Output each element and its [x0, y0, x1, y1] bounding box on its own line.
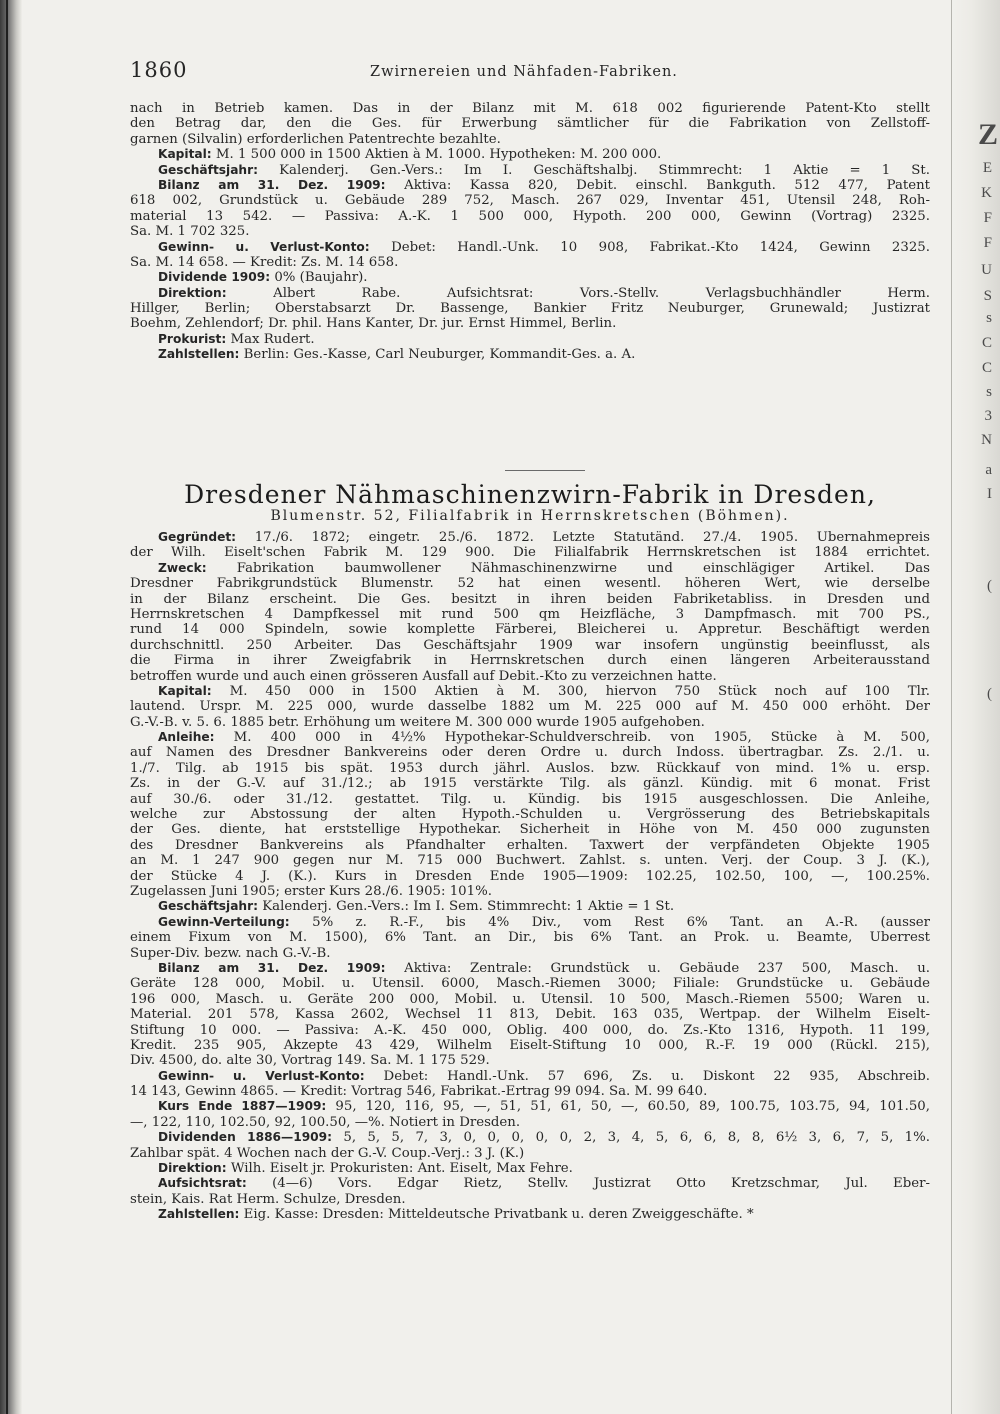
text-line — [130, 730, 930, 745]
running-title: Zwirnereien und Nähfaden-Fabriken. — [370, 64, 678, 80]
section-label: Dividende 1909: — [158, 270, 271, 285]
line-text: 17./6. 1872; eingetr. 25./6. 1872. Letzte Statutänd. 27./4. 1905. Übernahmepreis — [236, 530, 930, 545]
text-line — [130, 316, 930, 331]
line-text: Stiftung 10 000. — Passiva: A.-K. 450 000, Oblig. 400 000, do. Zs.-Kto 1316, Hypoth. 11 199, — [130, 1022, 930, 1038]
line-text: betroffen wurde und auch einen grösseren Ausfall auf Debit.-Kto zu verzeichnen hatte. — [130, 668, 717, 684]
line-text: Aktiva: Kassa 820, Debit. einschl. Bankguth. 512 477, Patent — [385, 177, 930, 193]
line-text: der Ges. diente, hat erststellige Hypothekar. Sicherheit in Höhe von M. 450 000 zugunsten — [130, 822, 930, 838]
text-line — [130, 930, 930, 945]
line-text: Dresdner Fabrikgrundstück Blumenstr. 52 hat einen wesentl. höheren Wert, wie derselbe — [130, 576, 930, 592]
line-text: M. 1 500 000 in 1500 Aktien à M. 1000. Hypotheken: M. 200 000. — [211, 147, 662, 163]
section-label: Gewinn-Verteilung: — [158, 914, 290, 929]
text-line — [130, 530, 930, 545]
line-text: Aktiva: Zentrale: Grundstück u. Gebäude 237 500, Masch. u. — [385, 960, 930, 976]
section-label: Dividenden 1886—1909: — [158, 1130, 333, 1145]
text-line — [130, 699, 930, 714]
line-text: Zahlbar spät. 4 Wochen nach der G.-V. Coup.-Verj.: 3 J. (K.) — [130, 1145, 525, 1161]
line-text: Div. 4500, do. alte 30, Vortrag 149. Sa. M. 1 175 529. — [130, 1053, 490, 1069]
line-text: Zugelassen Juni 1905; erster Kurs 28./6. 1905: 101%. — [130, 883, 492, 899]
text-line — [130, 209, 930, 224]
section-label: Kurs Ende 1887—1909: — [158, 1099, 327, 1114]
line-text: Material. 201 578, Kassa 2602, Wechsel 11 813, Debit. 163 035, Wertpap. der Wilhelm Eiselt- — [130, 1007, 930, 1023]
text-line — [130, 178, 930, 193]
page-number: 1860 — [130, 58, 188, 82]
text-line — [130, 976, 930, 991]
line-text: Kalenderj. Gen.-Vers.: Im I. Geschäftshalbj. Stimmrecht: 1 Aktie = 1 St. — [258, 162, 930, 178]
text-line — [130, 622, 930, 637]
line-text: Debet: Handl.-Unk. 10 908, Fabrikat.-Kto 1424, Gewinn 2325. — [369, 239, 930, 255]
line-text: G.-V.-B. v. 5. 6. 1885 betr. Erhöhung um weitere M. 300 000 wurde 1905 aufgehoben. — [130, 714, 705, 730]
text-line — [130, 1176, 930, 1191]
text-line — [130, 669, 930, 684]
text-line — [130, 224, 930, 239]
margin-letter: S — [983, 288, 992, 304]
text-line — [130, 807, 930, 822]
margin-letter: s — [986, 384, 992, 400]
section-label: Direktion: — [158, 1161, 227, 1176]
line-text: garnen (Silvalin) erforderlichen Patentrechte bezahlte. — [130, 131, 501, 147]
line-text: 1./7. Tilg. ab 1915 bis spät. 1953 durch jährl. Auslos. bzw. Rückkauf von mind. 1% u. ersp. — [130, 760, 930, 776]
line-text: Boehm, Zehlendorf; Dr. phil. Hans Kanter, Dr. jur. Ernst Himmel, Berlin. — [130, 316, 617, 332]
previous-company-entry — [130, 101, 930, 363]
text-line — [130, 869, 930, 884]
line-text: Wilh. Eiselt jr. Prokuristen: Ant. Eiselt, Max Fehre. — [226, 1161, 573, 1177]
text-line — [130, 1115, 930, 1130]
line-text: Fabrikation baumwollener Nähmaschinenzwirne und einschlägiger Artikel. Das — [206, 560, 930, 576]
text-line — [130, 961, 930, 976]
line-text: 5, 5, 5, 7, 3, 0, 0, 0, 0, 0, 2, 3, 4, 5, 6, 6, 8, 8, 6½ 3, 6, 7, 5, 1%. — [332, 1130, 930, 1146]
text-line — [130, 147, 930, 162]
margin-letter: s — [986, 310, 992, 326]
line-text: an M. 1 247 900 gegen nur M. 715 000 Buchwert. Zahlst. s. unten. Verj. der Coup. 3 J. (K.), — [130, 853, 930, 869]
line-text: stein, Kais. Rat Herm. Schulze, Dresden. — [130, 1191, 406, 1207]
text-line — [130, 992, 930, 1007]
line-text: den Betrag dar, den die Ges. für Erwerbung sämtlicher für die Fabrikation von Zellstoff- — [130, 116, 930, 132]
text-line — [130, 1161, 930, 1176]
company-title: Dresdener Nähmaschinenzwirn-Fabrik in Dresden, — [184, 480, 876, 509]
text-line — [130, 240, 930, 255]
book-binding-edge — [0, 0, 22, 1414]
line-text: auf Namen des Dresdner Bankvereins oder deren Ordre u. durch Indoss. übertragbar. Zs. 2./1. u. — [130, 745, 930, 761]
section-label: Gewinn- u. Verlust-Konto: — [158, 239, 370, 254]
line-text: lautend. Urspr. M. 225 000, wurde dasselbe 1882 um M. 225 000 auf M. 450 000 erhöht. Der — [130, 699, 930, 715]
line-text: material 13 542. — Passiva: A.-K. 1 500 000, Hypoth. 200 000, Gewinn (Vortrag) 2325. — [130, 208, 930, 224]
line-text: Herrnskretschen 4 Dampfkessel mit rund 500 qm Heizfläche, 3 Dampfmasch. mit 700 PS., — [130, 606, 930, 622]
line-text: M. 400 000 in 4½% Hypothekar-Schuldverschreib. von 1905, Stücke à M. 500, — [214, 730, 930, 746]
section-label: Anleihe: — [158, 730, 215, 745]
section-label: Zahlstellen: — [158, 1207, 240, 1222]
text-line — [130, 1053, 930, 1068]
next-page-edge — [951, 0, 1000, 1414]
line-text: Kalenderj. Gen.-Vers.: Im I. Sem. Stimmrecht: 1 Aktie = 1 St. — [258, 899, 675, 915]
company-address: Blumenstr. 52, Filialfabrik in Herrnskretschen (Böhmen). — [270, 508, 790, 524]
line-text: Berlin: Ges.-Kasse, Carl Neuburger, Kommandit-Ges. a. A. — [239, 347, 636, 363]
line-text: Sa. M. 14 658. — Kredit: Zs. M. 14 658. — [130, 254, 399, 270]
section-label: Direktion: — [158, 285, 227, 300]
text-line — [130, 132, 930, 147]
text-line — [130, 286, 930, 301]
line-text: 618 002, Grundstück u. Gebäude 289 752, Masch. 267 029, Inventar 451, Utensil 248, Roh- — [130, 193, 930, 209]
line-text: rund 14 000 Spindeln, sowie komplette Färberei, Bleicherei u. Appretur. Beschäftigt werden — [130, 622, 930, 638]
line-text: die Firma in ihrer Zweigfabrik in Herrnskretschen durch einen längeren Arbeiterausstand — [130, 653, 930, 669]
section-label: Zweck: — [158, 560, 207, 575]
line-text: Hillger, Berlin; Oberstabsarzt Dr. Bassenge, Bankier Fritz Neuburger, Grunewald; Justizrat — [130, 301, 930, 317]
section-divider — [505, 470, 585, 471]
section-label: Bilanz am 31. Dez. 1909: — [158, 960, 386, 975]
text-line — [130, 116, 930, 131]
text-line — [130, 884, 930, 899]
line-text: der Stücke 4 J. (K.). Kurs in Dresden Ende 1905—1909: 102.25, 102.50, 100, —, 100.25%. — [130, 868, 930, 884]
line-text: Albert Rabe. Aufsichtsrat: Vors.-Stellv. Verlagsbuchhändler Herm. — [226, 285, 930, 301]
section-label: Zahlstellen: — [158, 347, 240, 362]
section-label: Aufsichtsrat: — [158, 1176, 247, 1191]
binding-shadow-line — [6, 0, 8, 1414]
line-text: Super-Div. bezw. nach G.-V.-B. — [130, 945, 331, 961]
text-line — [130, 653, 930, 668]
margin-letter: F — [983, 210, 992, 226]
margin-letter: N — [981, 432, 992, 448]
line-text: Eig. Kasse: Dresden: Mitteldeutsche Privatbank u. deren Zweiggeschäfte. * — [239, 1207, 754, 1223]
text-line — [130, 255, 930, 270]
page-header — [130, 58, 930, 88]
line-text: 5% z. R.-F., bis 4% Div., vom Rest 6% Tant. an A.-R. (ausser — [289, 914, 930, 930]
line-text: 196 000, Masch. u. Geräte 200 000, Mobil. u. Utensil. 10 500, Masch.-Riemen 5500; Waren u. — [130, 991, 930, 1007]
text-line — [130, 1007, 930, 1022]
line-text: Geräte 128 000, Mobil. u. Utensil. 6000, Masch.-Riemen 3000; Filiale: Grundstücke u. Gebäude — [130, 976, 930, 992]
text-line — [130, 792, 930, 807]
text-line — [130, 1023, 930, 1038]
text-line — [130, 592, 930, 607]
text-line — [130, 301, 930, 316]
text-line — [130, 745, 930, 760]
text-line — [130, 163, 930, 178]
text-line — [130, 347, 930, 362]
text-line — [130, 946, 930, 961]
margin-letter: ( — [987, 578, 992, 594]
margin-letter: F — [983, 235, 992, 251]
line-text: —, 122, 110, 102.50, 92, 100.50, —%. Notiert in Dresden. — [130, 1114, 521, 1130]
text-line — [130, 1207, 930, 1222]
section-label: Bilanz am 31. Dez. 1909: — [158, 177, 386, 192]
line-text: durchschnittl. 250 Arbeiter. Das Geschäftsjahr 1909 war insofern ungünstig beeinflusst, als — [130, 637, 930, 653]
text-line — [130, 101, 930, 116]
line-text: des Dresdner Bankvereins als Pfandhalter erhalten. Taxwert der verpfändeten Objekte 1905 — [130, 837, 930, 853]
margin-letter: K — [981, 185, 992, 201]
margin-letter: C — [981, 335, 992, 351]
margin-letter: 3 — [984, 408, 992, 424]
text-line — [130, 1192, 930, 1207]
text-line — [130, 1146, 930, 1161]
text-line — [130, 607, 930, 622]
text-line — [130, 822, 930, 837]
line-text: auf 30./6. oder 31./12. gestattet. Tilg. u. Kündig. bis 1915 ausgeschlossen. Die Anleihe, — [130, 791, 930, 807]
line-text: nach in Betrieb kamen. Das in der Bilanz mit M. 618 002 figurierende Patent-Kto stellt — [130, 101, 930, 116]
text-line — [130, 576, 930, 591]
section-label: Geschäftsjahr: — [158, 899, 258, 914]
margin-letter: E — [982, 160, 992, 176]
line-text: 14 143, Gewinn 4865. — Kredit: Vortrag 546, Fabrikat.-Ertrag 99 094. Sa. M. 99 640. — [130, 1084, 708, 1100]
section-label: Kapital: — [158, 683, 212, 698]
text-line — [130, 838, 930, 853]
text-line — [130, 332, 930, 347]
margin-letter: C — [981, 360, 992, 376]
text-line — [130, 853, 930, 868]
section-label: Gegründet: — [158, 530, 237, 544]
text-line — [130, 715, 930, 730]
line-text: Max Rudert. — [226, 331, 315, 347]
line-text: welche zur Abstossung der alten Hypoth.-Schulden u. Vergrösserung des Betriebskapitals — [130, 807, 930, 823]
text-line — [130, 1084, 930, 1099]
margin-letter: Z — [977, 118, 998, 151]
line-text: 95, 120, 116, 95, —, 51, 51, 61, 50, —, 60.50, 89, 100.75, 103.75, 94, 101.50, — [326, 1099, 930, 1115]
line-text: der Wilh. Eiselt'schen Fabrik M. 129 900. Die Filialfabrik Herrnskretschen ist 1884 errichtet. — [130, 545, 930, 561]
line-text: Debet: Handl.-Unk. 57 696, Zs. u. Diskont 22 935, Abschreib. — [364, 1068, 930, 1084]
text-line — [130, 1038, 930, 1053]
margin-letter: U — [981, 262, 992, 278]
text-line — [130, 684, 930, 699]
section-label: Geschäftsjahr: — [158, 162, 258, 177]
margin-letter: I — [987, 486, 992, 502]
line-text: (4—6) Vors. Edgar Rietz, Stellv. Justizrat Otto Kretzschmar, Jul. Eber- — [246, 1176, 930, 1192]
line-text: in der Bilanz erscheint. Die Ges. besitzt in ihren beiden Fabriketabliss. in Dresden und — [130, 591, 930, 607]
line-text: einem Fixum von M. 1500), 6% Tant. an Dir., bis 6% Tant. an Prok. u. Beamte, Überrest — [130, 930, 930, 946]
line-text: 0% (Baujahr). — [270, 270, 368, 286]
text-line — [130, 1130, 930, 1145]
text-line — [130, 1069, 930, 1084]
text-line — [130, 915, 930, 930]
text-line — [130, 638, 930, 653]
line-text: M. 450 000 in 1500 Aktien à M. 300, hiervon 750 Stück noch auf 100 Tlr. — [211, 683, 930, 699]
line-text: Kredit. 235 905, Akzepte 43 429, Wilhelm Eiselt-Stiftung 10 000, R.-F. 19 000 (Rückl. 215), — [130, 1037, 930, 1053]
text-line — [130, 270, 930, 285]
line-text: Zs. in der G.-V. auf 31./12.; ab 1915 verstärkte Tilg. als gänzl. Kündig. mit 6 monat. Frist — [130, 776, 930, 792]
text-line — [130, 776, 930, 791]
text-line — [130, 545, 930, 560]
section-label: Gewinn- u. Verlust-Konto: — [158, 1068, 365, 1083]
text-line — [130, 561, 930, 576]
company-entry-body — [130, 530, 930, 1223]
section-label: Prokurist: — [158, 331, 227, 346]
text-line — [130, 899, 930, 914]
text-line — [130, 761, 930, 776]
text-line — [130, 1099, 930, 1114]
text-line — [130, 193, 930, 208]
margin-letter: ( — [987, 686, 992, 702]
line-text: Sa. M. 1 702 325. — [130, 224, 250, 240]
section-label: Kapital: — [158, 147, 212, 162]
margin-letter: a — [985, 462, 992, 478]
